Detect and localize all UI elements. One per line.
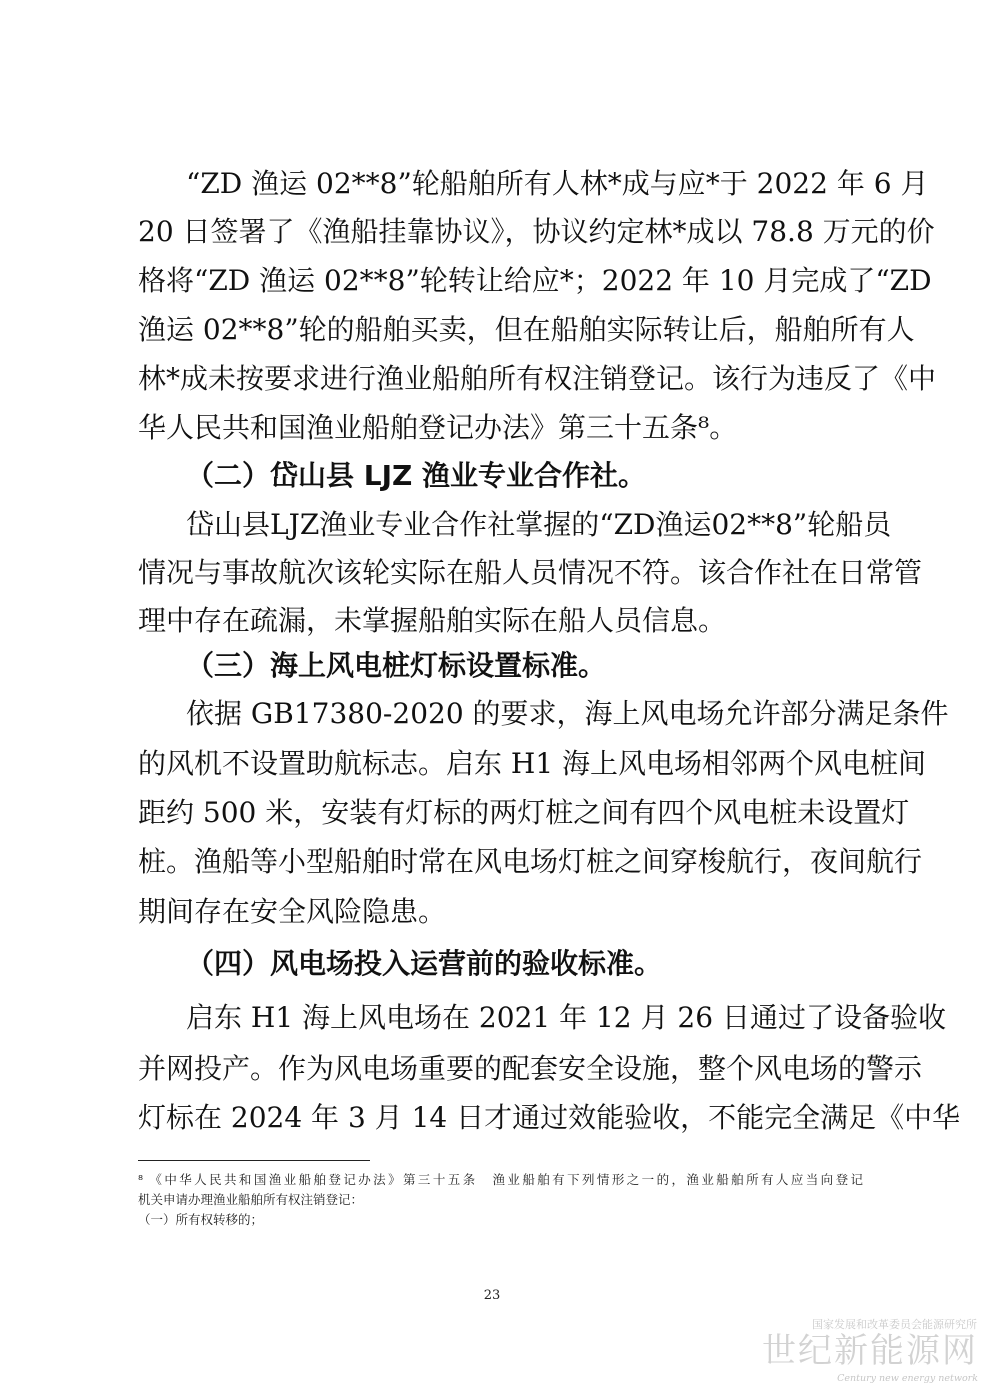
paragraph-1-line-5: 林*成未按要求进行渔业船舶所有权注销登记。该行为违反了《中 — [138, 362, 937, 395]
section-heading-3: （三）海上风电桩灯标设置标准。 — [186, 649, 607, 682]
paragraph-4-line-2: 并网投产。作为风电场重要的配套安全设施，整个风电场的警示 — [138, 1052, 923, 1085]
watermark-brand-logo: 世纪新能源网 — [762, 1331, 978, 1371]
footnote-line-3: （一）所有权转移的； — [138, 1212, 264, 1227]
footnote-separator — [138, 1160, 370, 1161]
paragraph-1-line-6: 华人民共和国渔业船舶登记办法》第三十五条⁸。 — [138, 411, 738, 444]
section-heading-4: （四）风电场投入运营前的验收标准。 — [186, 947, 663, 980]
footnote-line-2: 机关申请办理渔业船舶所有权注销登记： — [138, 1192, 364, 1207]
section-heading-2: （二）岱山县 LJZ 渔业专业合作社。 — [186, 459, 647, 492]
paragraph-1-line-2: 20 日签署了《渔船挂靠协议》，协议约定林*成以 78.8 万元的价 — [138, 215, 935, 248]
watermark-top-text: 国家发展和改革委员会能源研究所 — [812, 1318, 977, 1331]
paragraph-3-line-5: 期间存在安全风险隐患。 — [138, 895, 447, 928]
watermark-brand-english: Century new energy network — [837, 1373, 978, 1384]
paragraph-3-line-2: 的风机不设置助航标志。启东 H1 海上风电场相邻两个风电桩间 — [138, 747, 927, 780]
paragraph-3-line-3: 距约 500 米，安装有灯标的两灯桩之间有四个风电桩未设置灯 — [138, 796, 910, 829]
paragraph-4-line-1: 启东 H1 海上风电场在 2021 年 12 月 26 日通过了设备验收 — [186, 1001, 946, 1034]
paragraph-2-line-2: 情况与事故航次该轮实际在船人员情况不符。该合作社在日常管 — [138, 556, 923, 589]
paragraph-1-line-4: 渔运 02**8”轮的船舶买卖，但在船舶实际转让后，船舶所有人 — [138, 313, 915, 346]
paragraph-2-line-3: 理中存在疏漏，未掌握船舶实际在船人员信息。 — [138, 604, 727, 637]
paragraph-2-line-1: 岱山县LJZ渔业专业合作社掌握的“ZD渔运02**8”轮船员 — [186, 508, 892, 541]
paragraph-1-line-1: “ZD 渔运 02**8”轮船舶所有人林*成与应*于 2022 年 6 月 — [186, 167, 929, 200]
paragraph-3-line-1: 依据 GB17380-2020 的要求，海上风电场允许部分满足条件 — [186, 697, 949, 730]
paragraph-4-line-3: 灯标在 2024 年 3 月 14 日才通过效能验收，不能完全满足《中华 — [138, 1101, 961, 1134]
paragraph-1-line-3: 格将“ZD 渔运 02**8”轮转让给应*；2022 年 10 月完成了“ZD — [138, 264, 932, 297]
paragraph-3-line-4: 桩。渔船等小型船舶时常在风电场灯桩之间穿梭航行，夜间航行 — [138, 845, 923, 878]
page-number: 23 — [483, 1288, 501, 1303]
footnote-line-1: ⁸ 《中华人民共和国渔业船舶登记办法》第三十五条 渔业船舶有下列情形之一的，渔业船舶所有人应当向登记 — [138, 1172, 863, 1187]
